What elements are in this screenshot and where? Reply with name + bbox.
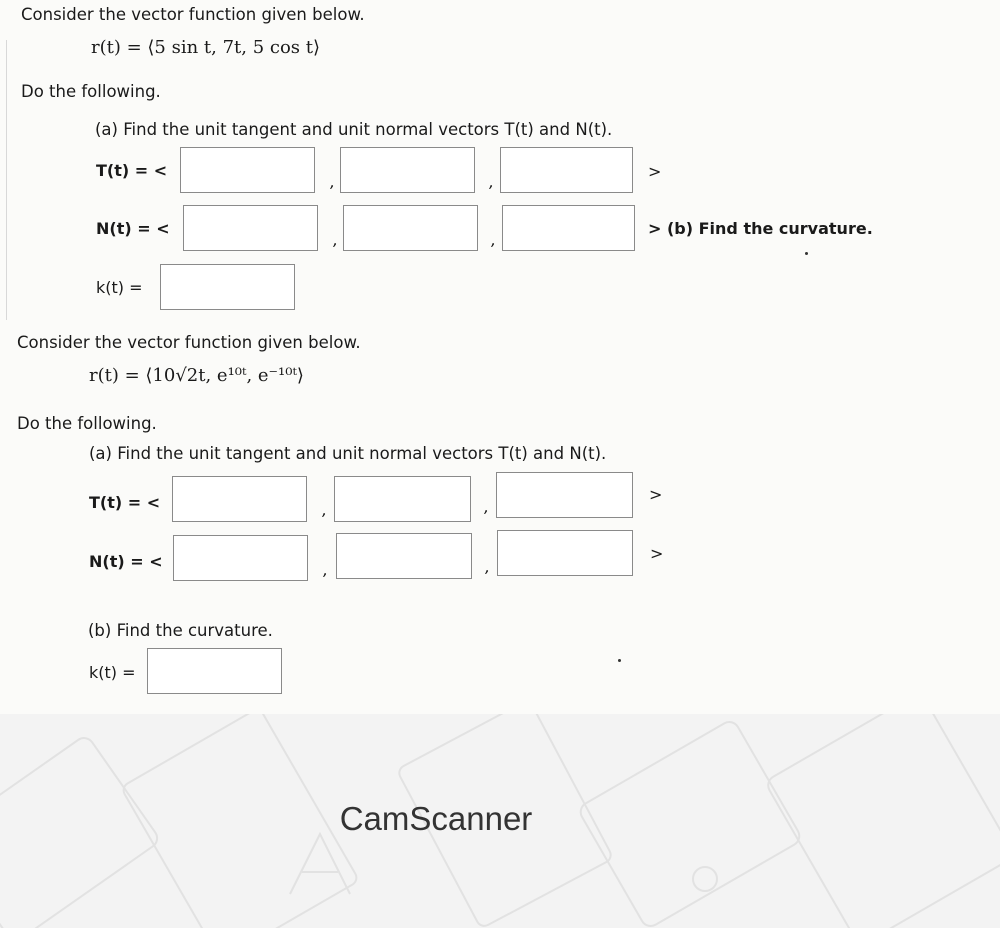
- separator: ,: [330, 172, 336, 191]
- problem2-N-y-input[interactable]: [336, 533, 472, 579]
- camscanner-brand: CamScanner: [339, 800, 533, 837]
- problem2-T-close: >: [649, 485, 663, 504]
- problem2-intro: Consider the vector function given below.: [17, 333, 361, 352]
- problem1-intro: Consider the vector function given below.: [21, 5, 365, 24]
- problem2-T-y-input[interactable]: [334, 476, 471, 522]
- problem2-T-x-input[interactable]: [172, 476, 307, 522]
- problem1-T-x-input[interactable]: [180, 147, 315, 193]
- watermark-footer: [0, 714, 1000, 928]
- problem1-part-b: > (b) Find the curvature.: [648, 219, 873, 238]
- problem1-N-x-input[interactable]: [183, 205, 318, 251]
- problem2-part-a: (a) Find the unit tangent and unit normal vectors T(t) and N(t).: [89, 444, 607, 463]
- problem1-k-label: k(t) =: [96, 278, 143, 297]
- problem1-T-z-input[interactable]: [500, 147, 633, 193]
- problem1-instructions: Do the following.: [21, 82, 161, 101]
- problem2-T-z-input[interactable]: [496, 472, 633, 518]
- problem2-N-x-input[interactable]: [173, 535, 308, 581]
- problem2-part-b: (b) Find the curvature.: [88, 621, 273, 640]
- separator: ,: [323, 560, 329, 579]
- problem2-k-input[interactable]: [147, 648, 282, 694]
- problem1-T-y-input[interactable]: [340, 147, 475, 193]
- problem1-part-a: (a) Find the unit tangent and unit normal vectors T(t) and N(t).: [95, 120, 613, 139]
- problem2-instructions: Do the following.: [17, 414, 157, 433]
- problem2-N-label: N(t) = <: [89, 552, 163, 571]
- problem2-N-z-input[interactable]: [497, 530, 633, 576]
- separator: ,: [491, 230, 497, 249]
- problem1-T-label: T(t) = <: [96, 161, 168, 180]
- problem1-N-label: N(t) = <: [96, 219, 170, 238]
- problem1-T-close: >: [648, 162, 662, 181]
- separator: ,: [322, 500, 328, 519]
- problem2-equation: r(t) = ⟨10√2t, e¹⁰ᵗ, e⁻¹⁰ᵗ⟩: [89, 365, 304, 386]
- problem1-N-z-input[interactable]: [502, 205, 635, 251]
- separator: ,: [333, 230, 339, 249]
- separator: ,: [484, 497, 490, 516]
- problem2-T-label: T(t) = <: [89, 493, 161, 512]
- problem1-k-input[interactable]: [160, 264, 295, 310]
- problem1-N-y-input[interactable]: [343, 205, 478, 251]
- page-edge: [6, 40, 7, 320]
- problem2-k-label: k(t) =: [89, 663, 136, 682]
- scan-speck: [618, 659, 621, 662]
- scan-speck: [805, 252, 808, 255]
- separator: ,: [485, 557, 491, 576]
- problem2-N-close: >: [650, 544, 664, 563]
- separator: ,: [489, 172, 495, 191]
- problem1-equation: r(t) = ⟨5 sin t, 7t, 5 cos t⟩: [91, 37, 321, 58]
